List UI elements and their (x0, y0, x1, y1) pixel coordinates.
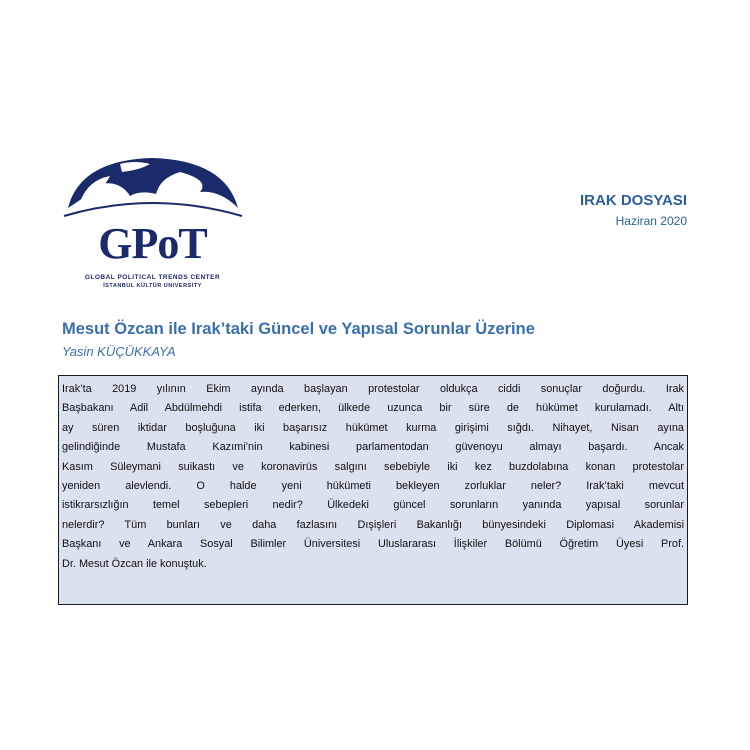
abstract-line: yeniden alevlendi. O halde yeni hükümeti bekleyen zorluklar neler? Irak’taki mevcut (62, 480, 684, 493)
logo-wordmark: GPoT (98, 219, 207, 268)
abstract-line: ay süren iktidar boşluğuna iki başarısız hükümet kurma girişimi sığdı. Nihayet, Nisan ayına (62, 421, 684, 434)
abstract-line: Başbakanı Adil Abdülmehdi istifa ederken, ülkede uzunca bir süre de hükümet kurulamadı. Altı (62, 402, 684, 415)
abstract-line: Dr. Mesut Özcan ile konuştuk. (62, 557, 207, 570)
abstract-line: Irak’ta 2019 yılının Ekim ayında başlayan protestolar oldukça ciddi sonuçlar doğurdu. Irak (62, 383, 684, 395)
dossier-header (580, 192, 687, 228)
dossier-title: IRAK DOSYASI (580, 192, 687, 209)
logo-subtitle-1: GLOBAL POLITICAL TRENDS CENTER (84, 274, 221, 281)
logo-subtitle-2: İSTANBUL KÜLTÜR UNIVERSITY (103, 283, 202, 289)
article-author: Yasin KÜÇÜKKAYA (62, 344, 176, 359)
abstract-line: Kasım Süleymani suikastı ve koronavirüs salgını sebebiyle iki kez buzdolabına konan protestolar (62, 460, 684, 473)
abstract-line: gelindiğinde Mustafa Kazımi’nin kabinesi parlamentodan güvenoyu almayı başardı. Ancak (62, 441, 684, 454)
abstract-line: nelerdir? Tüm bunları ve daha fazlasını Dışişleri Bakanlığı bünyesindeki Diplomasi Akademisi (62, 518, 684, 531)
gpot-logo (60, 150, 245, 300)
abstract-line: istikrarsızlığın temel sebepleri nedir? Ülkedeki güncel sorunların yanında yapısal sorunlar (62, 499, 684, 512)
abstract-box (58, 375, 688, 605)
article-title: Mesut Özcan ile Irak’taki Güncel ve Yapısal Sorunlar Üzerine (62, 320, 535, 338)
abstract-line: Başkanı ve Ankara Sosyal Bilimler Üniversitesi Uluslararası İlişkiler Bölümü Öğretim Üyesi Prof. (62, 538, 684, 551)
dossier-date: Haziran 2020 (615, 214, 687, 228)
